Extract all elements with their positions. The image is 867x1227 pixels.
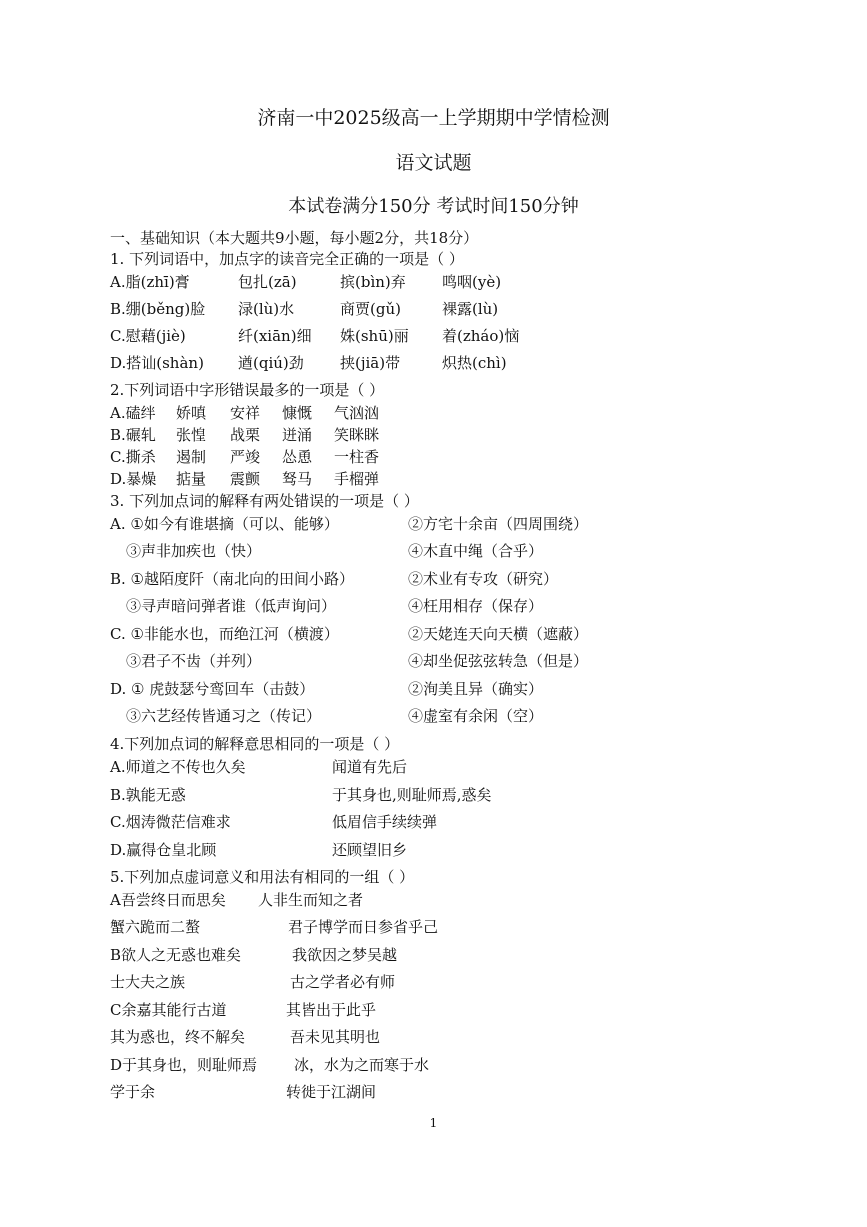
option-item: 姝(shū)丽 xyxy=(340,327,409,345)
option-item: 其为惑也，终不解矣 xyxy=(110,1028,246,1046)
option-item: 一柱香 xyxy=(334,448,380,466)
option-item: ④却坐促弦弦转急（但是） xyxy=(408,652,589,670)
option-item: 娇嗔 xyxy=(176,404,207,422)
option-item: 手榴弹 xyxy=(334,470,380,488)
option-item: 迸涌 xyxy=(282,426,313,444)
option-item: 其皆出于此乎 xyxy=(286,1001,377,1019)
option-item: B. ①越陌度阡（南北向的田间小路） xyxy=(110,570,355,588)
option-item: 挟(jiā)带 xyxy=(340,354,401,372)
option-item: 士大夫之族 xyxy=(110,973,186,991)
option-item: 气汹汹 xyxy=(334,404,380,422)
option-item: 掂量 xyxy=(176,470,207,488)
section-heading: 一、基础知识（本大题共9小题，每小题2分，共18分） xyxy=(110,229,479,247)
exam-info: 本试卷满分150分 考试时间150分钟 xyxy=(288,196,579,217)
option-item: 着(zháo)恼 xyxy=(442,327,520,345)
option-item: ③寻声暗问弹者谁（低声询问） xyxy=(126,597,337,615)
option-item: 遒(qiú)劲 xyxy=(238,354,304,372)
option-item: B.碾轧 xyxy=(110,426,156,444)
option-item: 裸露(lù) xyxy=(442,300,499,318)
option-item: D于其身也，则耻师焉 xyxy=(110,1056,258,1074)
option-item: C.撕杀 xyxy=(110,448,156,466)
option-item: 纤(xiān)细 xyxy=(238,327,312,345)
option-item: A吾尝终日而思矣 xyxy=(110,891,226,909)
option-item: 炽热(chì) xyxy=(442,354,507,372)
option-item: ④木直中绳（合乎） xyxy=(408,542,544,560)
option-item: ②术业有专攻（研究） xyxy=(408,570,559,588)
option-item: 低眉信手续续弹 xyxy=(332,813,438,831)
option-item: ③声非加疾也（快） xyxy=(126,542,262,560)
option-item: 人非生而知之者 xyxy=(258,891,364,909)
question-1-stem: 1. 下列词语中，加点字的读音完全正确的一项是（ ） xyxy=(110,250,464,268)
option-item: B.绷(běng)脸 xyxy=(110,300,206,318)
option-item: D.赢得仓皇北顾 xyxy=(110,841,217,859)
option-item: ③六艺经传皆通习之（传记） xyxy=(126,707,322,725)
option-item: C余嘉其能行古道 xyxy=(110,1001,227,1019)
option-item: 古之学者必有师 xyxy=(290,973,396,991)
option-item: 蟹六跪而二螯 xyxy=(110,918,201,936)
option-item: C. ①非能水也，而绝江河（横渡） xyxy=(110,625,339,643)
option-item: 渌(lù)水 xyxy=(238,300,295,318)
option-item: 慷慨 xyxy=(282,404,313,422)
option-item: B.孰能无惑 xyxy=(110,786,186,804)
option-item: 包扎(zā) xyxy=(238,273,297,291)
option-item: 商贾(gǔ) xyxy=(340,300,401,318)
option-item: 张惶 xyxy=(176,426,207,444)
option-item: 学于余 xyxy=(110,1083,156,1101)
option-item: 严竣 xyxy=(230,448,261,466)
option-item: D. ① 虎鼓瑟兮鸾回车（击鼓） xyxy=(110,680,315,698)
option-item: 笑眯眯 xyxy=(334,426,380,444)
question-4-stem: 4.下列加点词的解释意思相同的一项是（ ） xyxy=(110,735,400,753)
option-item: 闻道有先后 xyxy=(332,758,408,776)
option-item: 安祥 xyxy=(230,404,261,422)
option-item: 驽马 xyxy=(282,470,313,488)
option-item: 遏制 xyxy=(176,448,207,466)
option-item: C.烟涛微茫信难求 xyxy=(110,813,231,831)
option-item: ③君子不齿（并列） xyxy=(126,652,262,670)
option-item: 于其身也,则耻师焉,惑矣 xyxy=(332,786,492,804)
option-item: C.慰藉(jiè) xyxy=(110,327,186,345)
option-item: 鸣咽(yè) xyxy=(442,273,502,291)
option-item: B欲人之无惑也难矣 xyxy=(110,946,242,964)
option-item: D.搭讪(shàn) xyxy=(110,354,204,372)
option-item: ④枉用相存（保存） xyxy=(408,597,544,615)
option-item: 战栗 xyxy=(230,426,261,444)
option-item: 转徙于江湖间 xyxy=(286,1083,377,1101)
page-number: 1 xyxy=(429,1116,438,1130)
option-item: 君子博学而日参省乎己 xyxy=(288,918,439,936)
option-item: D.暴燥 xyxy=(110,470,157,488)
option-item: 吾未见其明也 xyxy=(290,1028,381,1046)
option-item: 冰，水为之而寒于水 xyxy=(294,1056,430,1074)
option-item: A.磕绊 xyxy=(110,404,156,422)
option-item: A.脂(zhī)膏 xyxy=(110,273,190,291)
option-item: ②天姥连天向天横（遮蔽） xyxy=(408,625,589,643)
subject-title: 语文试题 xyxy=(395,152,472,174)
option-item: 还顾望旧乡 xyxy=(332,841,408,859)
option-item: A. ①如今有谁堪摘（可以、能够） xyxy=(110,515,339,533)
option-item: ②洵美且异（确实） xyxy=(408,680,544,698)
option-item: ④虚室有余闲（空） xyxy=(408,707,544,725)
option-item: A.师道之不传也久矣 xyxy=(110,758,246,776)
option-item: 怂恿 xyxy=(282,448,313,466)
option-item: 我欲因之梦吴越 xyxy=(292,946,398,964)
option-item: ②方宅十余亩（四周围绕） xyxy=(408,515,589,533)
question-5-stem: 5.下列加点虚词意义和用法有相同的一组（ ） xyxy=(110,868,415,886)
exam-title: 济南一中2025级高一上学期期中学情检测 xyxy=(257,107,610,129)
question-3-stem: 3. 下列加点词的解释有两处错误的一项是（ ） xyxy=(110,492,419,510)
question-2-stem: 2.下列词语中字形错误最多的一项是（ ） xyxy=(110,381,385,399)
option-item: 摈(bìn)弃 xyxy=(340,273,406,291)
option-item: 震颤 xyxy=(230,470,261,488)
